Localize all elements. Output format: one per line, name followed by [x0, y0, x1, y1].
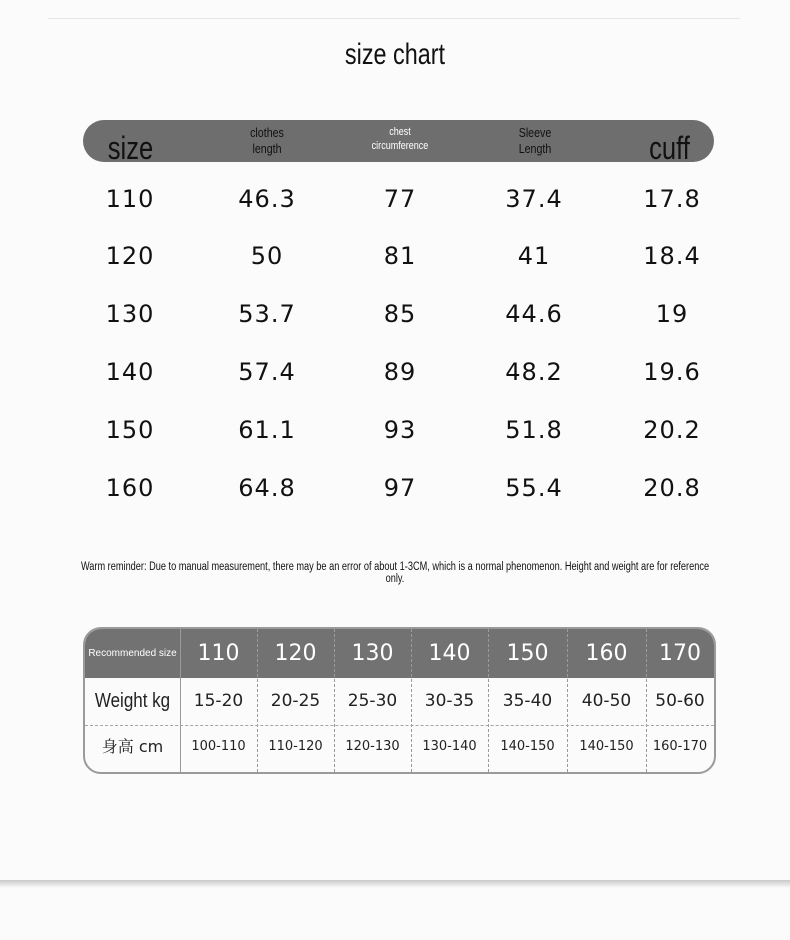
cell-size: 110	[105, 185, 155, 213]
cell-clothes-length: 53.7	[238, 300, 296, 328]
cell-cuff: 19.6	[643, 358, 701, 386]
cell-sleeve-length: 48.2	[505, 358, 563, 386]
header-chest	[359, 120, 441, 162]
header-clothes-length	[230, 120, 304, 162]
header-clothes-length-line2: length	[252, 141, 282, 157]
cell-sleeve-length: 37.4	[505, 185, 563, 213]
header-size: size	[107, 130, 154, 166]
height-cell: 120-130	[345, 739, 400, 754]
rec-size-cell: 130	[351, 641, 394, 666]
cell-size: 120	[105, 242, 155, 270]
rec-size-cell: 160	[585, 641, 628, 666]
cell-cuff: 20.2	[643, 416, 701, 444]
cell-clothes-length: 50	[250, 242, 284, 270]
table-row	[60, 401, 740, 459]
cell-sleeve-length: 44.6	[505, 300, 563, 328]
cell-size: 150	[105, 416, 155, 444]
cell-size: 130	[105, 300, 155, 328]
cell-sleeve-length: 41	[517, 242, 551, 270]
recommended-size-label: Recommended size	[88, 648, 177, 659]
table-row	[60, 227, 740, 285]
weight-label: Weight kg	[94, 690, 171, 712]
header-sleeve-line1: Sleeve	[518, 125, 552, 140]
rec-size-cell: 110	[197, 641, 240, 666]
cell-clothes-length: 61.1	[238, 416, 296, 444]
bottom-edge-shadow	[0, 880, 790, 888]
height-cell: 110-120	[268, 739, 323, 754]
cell-chest: 77	[383, 185, 417, 213]
weight-cell: 20-25	[270, 691, 321, 711]
weight-cell: 30-35	[424, 691, 475, 711]
table-row	[60, 285, 740, 343]
header-chest-line1: chest	[389, 126, 411, 138]
cell-chest: 85	[383, 300, 417, 328]
rec-size-cell: 140	[428, 641, 471, 666]
cell-cuff: 18.4	[643, 242, 701, 270]
cell-sleeve-length: 51.8	[505, 416, 563, 444]
weight-cell: 50-60	[655, 691, 705, 711]
cell-cuff: 17.8	[643, 185, 701, 213]
cell-sleeve-length: 55.4	[505, 474, 563, 502]
table-row	[60, 170, 740, 228]
weight-cell: 15-20	[193, 691, 244, 711]
height-cell: 130-140	[422, 739, 477, 754]
cell-chest: 81	[383, 242, 417, 270]
warm-reminder-text: Warm reminder: Due to manual measurement, there may be an error of about 1-3CM, which is a normal phenomenon. Height and weight are for reference only.	[80, 561, 710, 585]
header-cuff: cuff	[649, 130, 690, 166]
weight-cell: 40-50	[581, 691, 632, 711]
cell-clothes-length: 46.3	[238, 185, 296, 213]
top-divider	[48, 18, 740, 19]
header-sleeve-length	[498, 120, 572, 162]
header-chest-line2: circumference	[371, 139, 429, 152]
rec-size-cell: 120	[274, 641, 317, 666]
cell-clothes-length: 64.8	[238, 474, 296, 502]
height-cell: 100-110	[191, 739, 246, 754]
cell-chest: 93	[383, 416, 417, 444]
height-cell: 140-150	[500, 739, 555, 754]
height-label: 身高 cm	[101, 737, 164, 756]
header-clothes-length-line1: clothes	[250, 125, 284, 140]
table-row	[60, 459, 740, 517]
table-row	[60, 343, 740, 401]
cell-cuff: 19	[655, 300, 689, 328]
header-sleeve-line2: Length	[518, 141, 552, 157]
height-cell: 140-150	[579, 739, 634, 754]
cell-chest: 97	[383, 474, 417, 502]
cell-size: 140	[105, 358, 155, 386]
rec-size-cell: 170	[659, 641, 701, 666]
height-cell: 160-170	[652, 739, 708, 754]
weight-cell: 35-40	[502, 691, 553, 711]
weight-cell: 25-30	[347, 691, 398, 711]
page-title: size chart	[344, 38, 446, 71]
recommended-size-table	[83, 627, 716, 774]
cell-clothes-length: 57.4	[238, 358, 296, 386]
cell-size: 160	[105, 474, 155, 502]
rec-size-cell: 150	[506, 641, 549, 666]
cell-cuff: 20.8	[643, 474, 701, 502]
cell-chest: 89	[383, 358, 417, 386]
